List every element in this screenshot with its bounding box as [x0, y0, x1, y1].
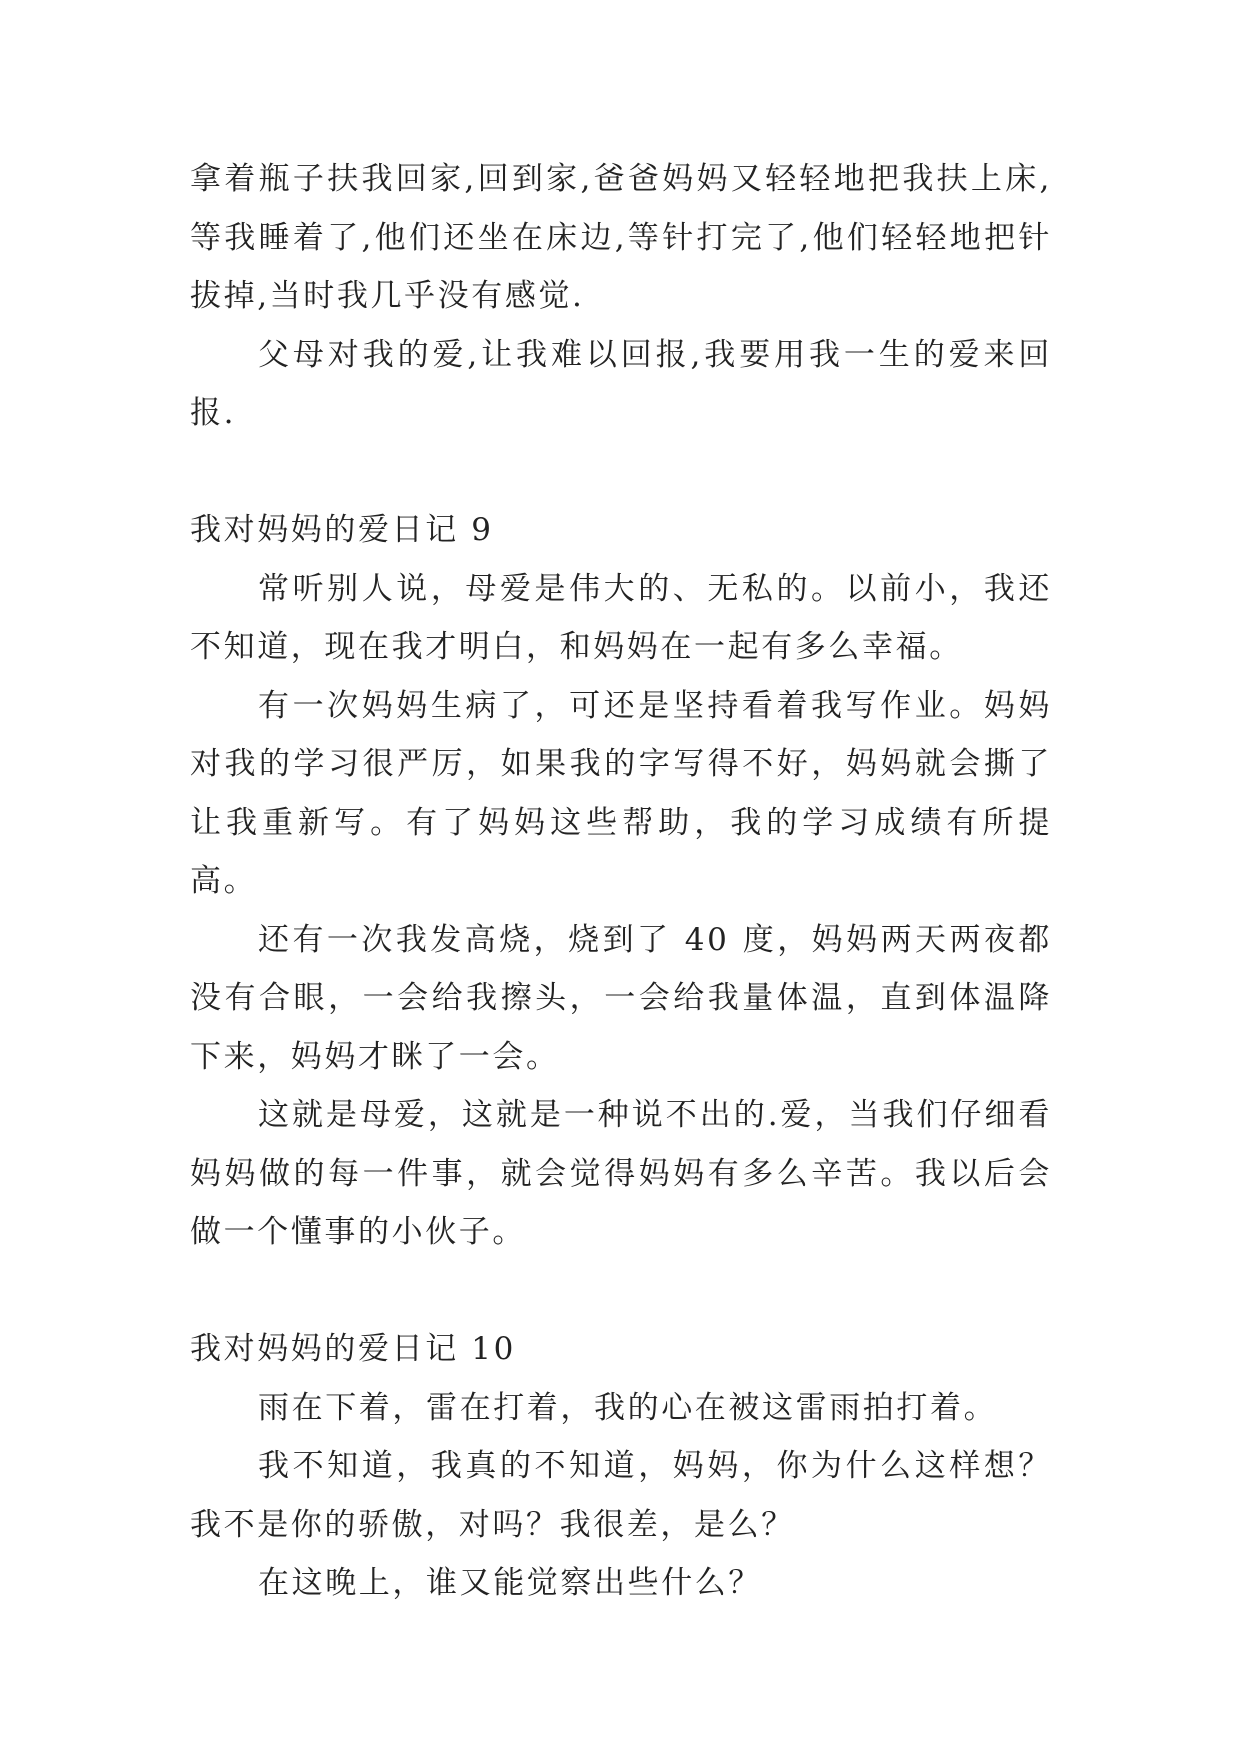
document-body [190, 150, 1052, 1613]
paragraph: 在这晚上，谁又能觉察出些什么？ [258, 1565, 762, 1601]
paragraph: 常听别人说，母爱是伟大的、无私的。以前小，我还不知道，现在我才明白，和妈妈在一起有多么幸福。 [190, 570, 1052, 665]
paragraph: 雨在下着，雷在打着，我的心在被这雷雨拍打着。 [258, 1389, 998, 1426]
paragraph: 父母对我的爱,让我难以回报,我要用我一生的爱来回报. [190, 336, 1052, 431]
section-title-9: 我对妈妈的爱日记 9 [190, 512, 494, 548]
paragraph: 有一次妈妈生病了，可还是坚持看着我写作业。妈妈对我的学习很严厉，如果我的字写得不好，妈妈就会撕了让我重新写。有了妈妈这些帮助，我的学习成绩有所提高。 [190, 687, 1052, 899]
paragraph: 我不知道，我真的不知道，妈妈，你为什么这样想？我不是你的骄傲，对吗？我很差，是么？ [190, 1448, 1052, 1543]
section-title-10: 我对妈妈的爱日记 10 [190, 1331, 516, 1367]
paragraph-continuation: 拿着瓶子扶我回家,回到家,爸爸妈妈又轻轻地把我扶上床,等我睡着了,他们还坐在床边,等针打完了,他们轻轻地把针拔掉,当时我几乎没有感觉. [190, 161, 1052, 314]
section-gap [190, 1262, 1052, 1321]
paragraph: 这就是母爱，这就是一种说不出的.爱，当我们仔细看妈妈做的每一件事，就会觉得妈妈有多么辛苦。我以后会做一个懂事的小伙子。 [190, 1097, 1052, 1250]
paragraph: 还有一次我发高烧，烧到了 40 度，妈妈两天两夜都没有合眼，一会给我擦头，一会给我量体温，直到体温降下来，妈妈才眯了一会。 [190, 921, 1052, 1075]
section-gap [190, 443, 1052, 502]
